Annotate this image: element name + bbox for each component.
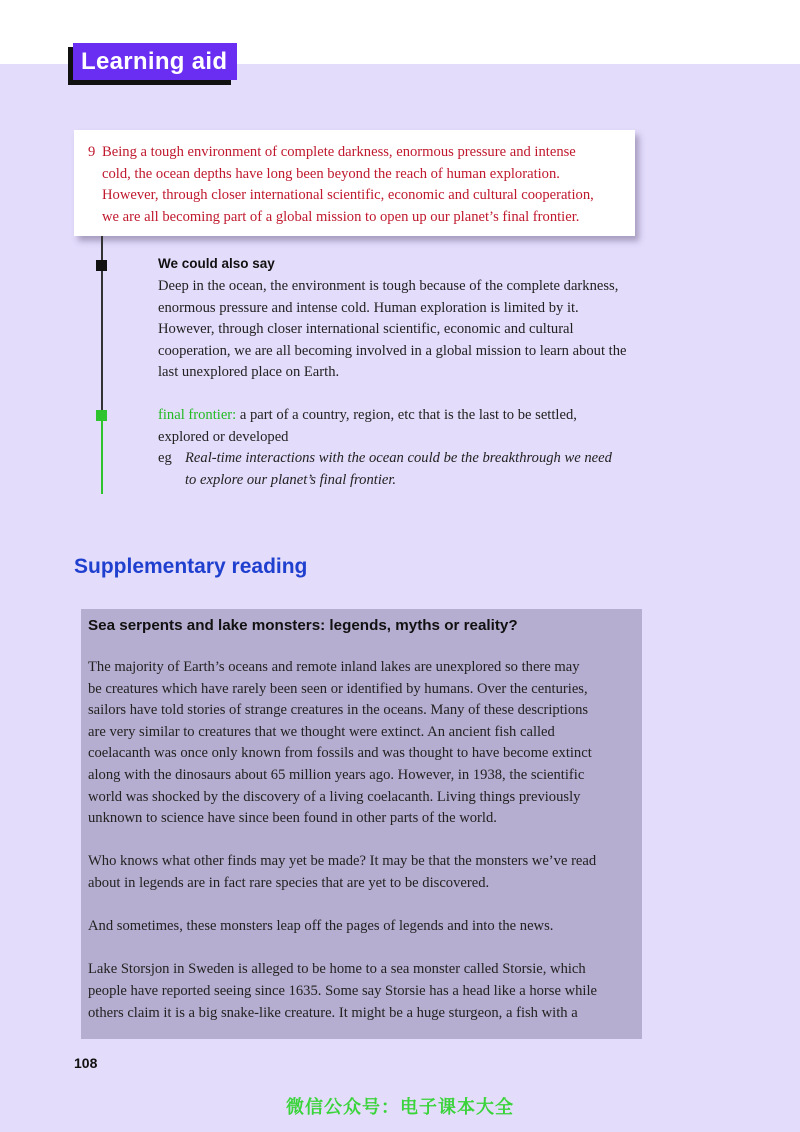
page-number: 108 [74,1055,98,1071]
quote-number: 9 [88,144,96,160]
body-line: Deep in the ocean, the environment is tough because of the complete darkness, [158,278,619,294]
vocab-definition-cont: explored or developed [158,428,289,445]
quote-line: Being a tough environment of complete darkness, enormous pressure and intense [102,144,576,160]
reading-line: be creatures which have rarely been seen or identified by humans. Over the centuries, [88,680,588,697]
we-could-also-say-body [158,276,648,384]
reading-line: are very similar to creatures that we thought were extinct. An ancient fish called [88,723,555,740]
example-text: Real-time interactions with the ocean could be the breakthrough we need [185,450,612,467]
reading-paragraph [88,851,622,894]
reading-line: The majority of Earth’s oceans and remote inland lakes are unexplored so there may [88,659,580,675]
reading-line: about in legends are in fact rare species that are yet to be discovered. [88,874,490,891]
reading-line: unknown to science have since been found in other parts of the world. [88,810,497,827]
quote-line: However, through closer international scientific, economic and cultural cooperation, [102,187,594,204]
example-text: to explore our planet’s final frontier. [185,471,397,488]
body-line: cooperation, we are all becoming involved in a global mission to learn about the [158,342,627,359]
reading-body [88,657,622,1024]
reading-paragraph [88,916,622,938]
reading-line: coelacanth was once only known from fossils and was thought to have become extinct [88,745,592,762]
example-label: eg [158,450,172,467]
vocab-definition: a part of a country, region, etc that is the last to be settled, [236,407,577,423]
reading-line: world was shocked by the discovery of a living coelacanth. Living things previously [88,788,581,805]
reading-line: And sometimes, these monsters leap off the pages of legends and into the news. [88,918,554,935]
example-row [158,470,638,492]
supplementary-heading: Supplementary reading [74,555,308,578]
reading-box [81,609,642,1039]
reading-paragraph [88,959,622,1024]
reading-title: Sea serpents and lake monsters: legends, myths or reality? [88,617,518,634]
reading-line: Who knows what other finds may yet be made? It may be that the monsters we’ve read [88,853,597,870]
body-line: However, through closer international scientific, economic and cultural [158,321,574,338]
quote-line: we are all becoming part of a global mission to open up our planet’s final frontier. [102,208,580,225]
body-line: last unexplored place on Earth. [158,364,340,381]
example-row [158,448,638,470]
bullet-square-green [96,410,107,421]
quote-line: cold, the ocean depths have long been beyond the reach of human exploration. [102,165,560,182]
watermark: 微信公众号：电子课本大全 [286,1097,514,1118]
bullet-square-black [96,260,107,271]
vocab-term: final frontier: [158,407,237,423]
quote-text [102,142,615,228]
body-line: enormous pressure and intense cold. Human exploration is limited by it. [158,299,579,316]
reading-line: people have reported seeing since 1635. Some say Storsie has a head like a horse while [88,982,598,999]
reading-line: sailors have told stories of strange creatures in the oceans. Many of these descriptions [88,702,589,719]
vocab-entry [158,405,638,491]
reading-line: others claim it is a big snake-like creature. It might be a huge sturgeon, a fish with a [88,1004,578,1021]
reading-line: along with the dinosaurs about 65 million years ago. However, in 1938, the scientific [88,766,585,783]
quote-box [74,130,635,236]
reading-line: Lake Storsjon in Sweden is alleged to be home to a sea monster called Storsie, which [88,961,586,978]
reading-paragraph [88,657,622,830]
learning-aid-tag: Learning aid [73,43,237,80]
marker-line-green [101,416,103,494]
we-could-also-say-heading: We could also say [158,256,275,271]
